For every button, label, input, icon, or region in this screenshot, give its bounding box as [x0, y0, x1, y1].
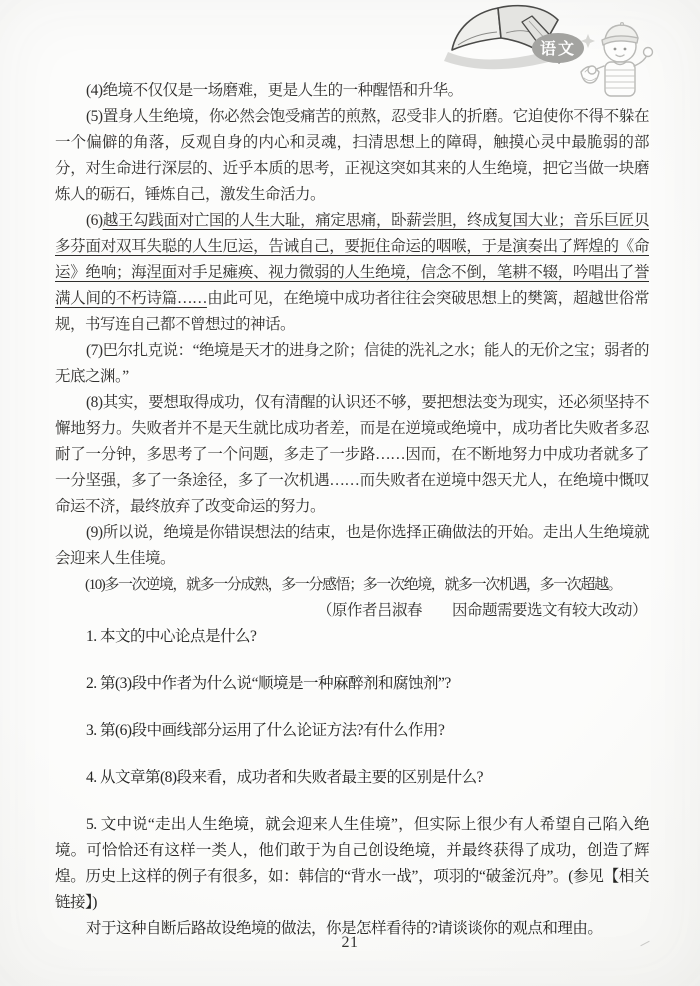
paragraph-6 [55, 208, 649, 338]
paragraph-6-conclusion: 由此可见，在绝境中成功者往往会突破思想上的樊篱，超越世俗常规，书写连自己都不曾想过的神话。 [55, 290, 649, 333]
question-2: 2. 第(3)段中作者为什么说“顺境是一种麻醉剂和腐蚀剂”? [86, 675, 451, 692]
subject-badge [532, 33, 584, 63]
paragraph-6-marker: (6) [86, 212, 103, 229]
paragraph-4: (4)绝境不仅仅是一场磨难，更是人生的一种醒悟和升华。 [86, 82, 463, 99]
question-4: 4. 从文章第(8)段来看，成功者和失败者最主要的区别是什么? [86, 769, 483, 786]
paragraph-5: (5)置身人生绝境，你必然会饱受痛苦的煎熬，忍受非人的折磨。它迫使你不得不躲在一个偏僻的角落，反观自身的内心和灵魂，扫清思想上的障碍，触摸心灵中最脆弱的部分，对生命进行深层的、近乎本质的思考，正视这突如其来的人生绝境，把它当做一块磨炼人的砺石，锤炼自己，激发生命活力。 [55, 108, 649, 203]
question-3: 3. 第(6)段中画线部分运用了什么论证方法?有什么作用? [86, 722, 445, 739]
page-content [55, 78, 649, 942]
paragraph-9: (9)所以说，绝境是你错误想法的结束，也是你选择正确做法的开始。走出人生绝境就会迎来人生佳境。 [55, 524, 649, 567]
paragraph-6-underlined-text: 越王勾践面对亡国的人生大耻，痛定思痛，卧薪尝胆，终成复国大业；音乐巨匠贝多芬面对双耳失聪的人生厄运，告诫自己，要扼住命运的咽喉，于是演奏出了辉煌的《命运》绝响；海涅面对手足瘫痪、视力微弱的人生绝境，信念不倒，笔耕不辍，吟唱出了誉满人间的不朽诗篇…… [55, 212, 649, 307]
attribution-line: （原作者吕淑春 因命题需要选文有较大改动） [316, 602, 647, 619]
paragraph-8: (8)其实，要想取得成功，仅有清醒的认识还不够，要把想法变为现实，还必须坚持不懈地努力。失败者并不是天生就比成功者差，而是在逆境或绝境中，成功者比失败者多忍耐了一分钟，多思考了一个问题，多走了一步路……因而，在不断地努力中成功者就多了一分坚强，多了一条途径，多了一次机遇……而失败者在逆境中怨天尤人，在绝境中慨叹命运不济，最终放弃了改变命运的努力。 [55, 394, 649, 515]
subject-badge-label: 语文 [539, 41, 577, 58]
questions-section [55, 624, 649, 942]
paragraph-7: (7)巴尔扎克说：“绝境是天才的进身之阶；信徒的洗礼之水；能人的无价之宝；弱者的无底之渊。” [55, 342, 649, 385]
question-5-followup: 对于这种自断后路故设绝境的做法，你是怎样看待的?请谈谈你的观点和理由。 [86, 920, 603, 937]
paragraph-10: (10)多一次逆境，就多一分成熟，多一分感悟；多一次绝境，就多一次机遇，多一次超越。 [85, 577, 622, 593]
page-number: 21 [341, 934, 359, 951]
question-1: 1. 本文的中心论点是什么? [86, 628, 257, 645]
question-5: 5. 文中说“走出人生绝境，就会迎来人生佳境”，但实际上很少有人希望自己陷入绝境。可恰恰还有这样一类人，他们敢于为自己创设绝境，并最终获得了成功，创造了辉煌。历史上这样的例子有很多，如：韩信的“背水一战”，项羽的“破釜沉舟”。(参见【相关链接】) [55, 816, 649, 911]
